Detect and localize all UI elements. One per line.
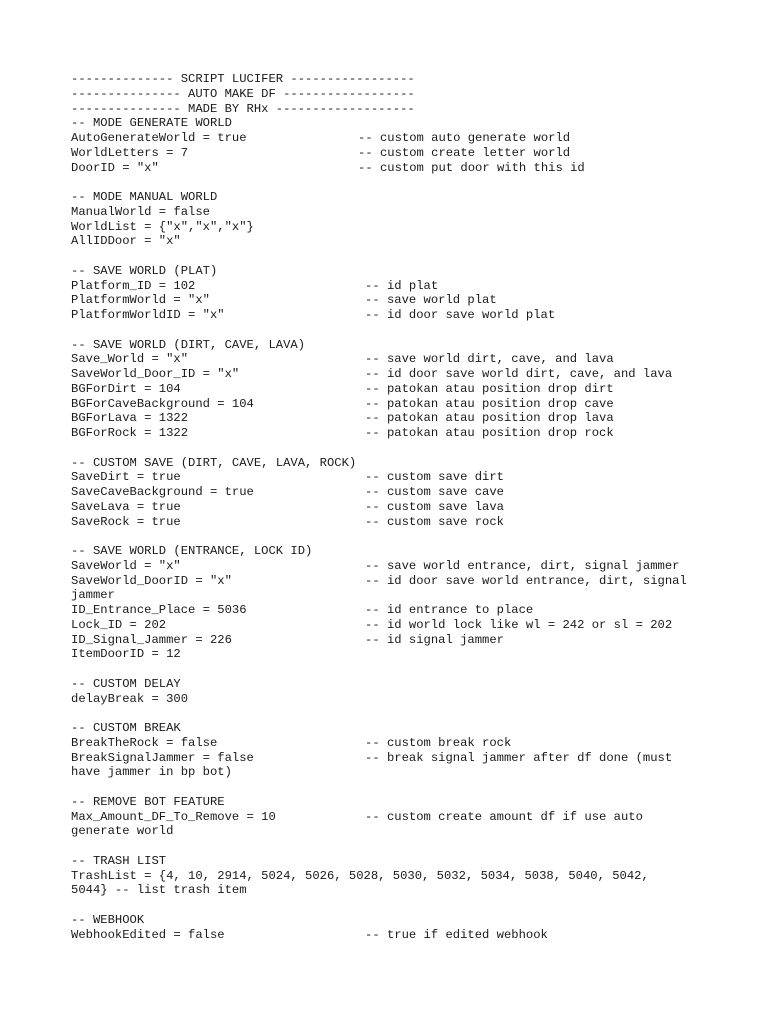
code-line — [71, 751, 731, 766]
code-line — [71, 736, 731, 751]
comment-text: -- id plat — [365, 278, 439, 293]
code-text: BreakSignalJammer = false — [71, 750, 254, 765]
code-line — [71, 795, 731, 810]
code-line — [71, 883, 731, 898]
comment-text: -- save world dirt, cave, and lava — [365, 352, 614, 367]
code-text: ItemDoorID = 12 — [71, 647, 181, 662]
comment-text: -- id entrance to place — [365, 603, 534, 617]
code-text: -- MODE MANUAL WORLD — [71, 190, 218, 204]
code-line — [71, 559, 731, 574]
code-text: ID_Entrance_Place = 5036 — [71, 603, 247, 617]
code-line — [71, 500, 731, 515]
comment-text: -- id door save world entrance, dirt, signal — [365, 573, 687, 588]
code-text: -- REMOVE BOT FEATURE — [71, 794, 225, 809]
code-text: delayBreak = 300 — [71, 691, 189, 706]
code-line — [71, 264, 731, 279]
code-line — [71, 928, 731, 943]
code-line — [71, 293, 731, 308]
code-text: -- CUSTOM DELAY — [71, 676, 181, 691]
code-line — [71, 647, 731, 662]
code-text: SaveLava = true — [71, 499, 181, 514]
code-line — [71, 588, 731, 603]
code-line — [71, 677, 731, 692]
code-text: BGForLava = 1322 — [71, 411, 189, 426]
code-text: PlatformWorldID = "x" — [71, 308, 225, 322]
code-text: Max_Amount_DF_To_Remove = 10 — [71, 809, 276, 824]
code-text: -- TRASH LIST — [71, 853, 167, 868]
code-line — [71, 603, 731, 618]
comment-text: -- true if edited webhook — [365, 927, 548, 942]
code-line — [71, 102, 731, 117]
code-text: WorldList = {"x","x","x"} — [71, 219, 254, 234]
code-text: WebhookEdited = false — [71, 927, 225, 942]
code-line — [71, 633, 731, 648]
code-line — [71, 765, 731, 780]
code-line — [71, 854, 731, 869]
code-text: --------------- MADE BY RHx ------------------- — [71, 101, 415, 116]
code-line — [71, 146, 731, 161]
code-line — [71, 618, 731, 633]
code-line — [71, 338, 731, 353]
code-line — [71, 131, 731, 146]
comment-text: -- id door save world dirt, cave, and lava — [365, 367, 673, 381]
code-text: --------------- AUTO MAKE DF ------------------ — [71, 86, 415, 101]
code-line — [71, 692, 731, 707]
blank-line — [71, 529, 731, 544]
code-line — [71, 116, 731, 131]
code-text: WorldLetters = 7 — [71, 145, 189, 160]
code-text: SaveWorld_Door_ID = "x" — [71, 367, 240, 381]
code-text: PlatformWorld = "x" — [71, 293, 210, 308]
code-text: SaveRock = true — [71, 514, 181, 529]
code-text: SaveWorld = "x" — [71, 558, 181, 573]
code-text: -- MODE GENERATE WORLD — [71, 116, 232, 131]
comment-text: -- custom create amount df if use auto — [365, 809, 643, 824]
code-line — [71, 544, 731, 559]
code-line — [71, 869, 731, 884]
code-text: -- CUSTOM SAVE (DIRT, CAVE, LAVA, ROCK) — [71, 455, 357, 470]
comment-text: -- custom save rock — [365, 514, 504, 529]
blank-line — [71, 780, 731, 795]
blank-line — [71, 662, 731, 677]
code-text: SaveWorld_DoorID = "x" — [71, 573, 232, 588]
code-line — [71, 367, 731, 382]
code-line — [71, 574, 731, 589]
blank-line — [71, 175, 731, 190]
code-line — [71, 220, 731, 235]
code-line — [71, 721, 731, 736]
comment-text: -- custom save cave — [365, 485, 504, 499]
script-document — [71, 72, 731, 942]
comment-text: -- save world plat — [365, 293, 497, 308]
comment-text: -- custom auto generate world — [358, 131, 571, 145]
code-line — [71, 382, 731, 397]
comment-text: -- custom put door with this id — [358, 160, 585, 175]
code-text: generate world — [71, 824, 174, 839]
blank-line — [71, 441, 731, 456]
code-line — [71, 824, 731, 839]
blank-line — [71, 323, 731, 338]
comment-text: -- save world entrance, dirt, signal jammer — [365, 558, 680, 573]
comment-text: -- patokan atau position drop dirt — [365, 381, 614, 396]
code-line — [71, 308, 731, 323]
code-line — [71, 279, 731, 294]
comment-text: -- id world lock like wl = 242 or sl = 202 — [365, 617, 673, 632]
code-text: -- SAVE WORLD (ENTRANCE, LOCK ID) — [71, 544, 313, 558]
comment-text: -- custom create letter world — [358, 145, 571, 160]
code-text: -- CUSTOM BREAK — [71, 721, 181, 735]
code-line — [71, 913, 731, 928]
code-text: AutoGenerateWorld = true — [71, 131, 247, 145]
comment-text: -- custom save dirt — [365, 470, 504, 485]
code-line — [71, 161, 731, 176]
code-text: -- SAVE WORLD (DIRT, CAVE, LAVA) — [71, 337, 306, 352]
code-line — [71, 72, 731, 87]
code-line — [71, 456, 731, 471]
blank-line — [71, 898, 731, 913]
code-text: SaveCaveBackground = true — [71, 485, 254, 499]
comment-text: -- patokan atau position drop lava — [365, 411, 614, 426]
code-line — [71, 411, 731, 426]
code-text: SaveDirt = true — [71, 470, 181, 485]
code-text: BreakTheRock = false — [71, 735, 218, 750]
code-text: -- SAVE WORLD (PLAT) — [71, 263, 218, 278]
blank-line — [71, 249, 731, 264]
comment-text: -- id signal jammer — [365, 632, 504, 647]
code-text: BGForCaveBackground = 104 — [71, 396, 254, 411]
code-line — [71, 426, 731, 441]
code-text: -------------- SCRIPT LUCIFER ----------------- — [71, 72, 415, 86]
comment-text: -- custom break rock — [365, 735, 512, 750]
code-text: BGForRock = 1322 — [71, 426, 189, 440]
blank-line — [71, 706, 731, 721]
code-text: TrashList = {4, 10, 2914, 5024, 5026, 5028, 5030, 5032, 5034, 5038, 5040, 5042, — [71, 868, 649, 883]
code-text: ID_Signal_Jammer = 226 — [71, 632, 232, 647]
code-line — [71, 397, 731, 412]
comment-text: -- id door save world plat — [365, 308, 556, 322]
blank-line — [71, 839, 731, 854]
comment-text: -- break signal jammer after df done (must — [365, 750, 673, 765]
code-text: ManualWorld = false — [71, 204, 210, 219]
code-line — [71, 485, 731, 500]
comment-text: -- custom save lava — [365, 499, 504, 514]
code-text: 5044} -- list trash item — [71, 883, 247, 898]
code-line — [71, 470, 731, 485]
code-text: Lock_ID = 202 — [71, 617, 167, 632]
code-text: -- WEBHOOK — [71, 912, 145, 927]
code-text: have jammer in bp bot) — [71, 765, 232, 780]
code-text: jammer — [71, 588, 115, 603]
code-line — [71, 205, 731, 220]
code-line — [71, 810, 731, 825]
code-text: Platform_ID = 102 — [71, 278, 196, 293]
code-text: Save_World = "x" — [71, 352, 189, 367]
code-line — [71, 87, 731, 102]
code-line — [71, 515, 731, 530]
code-text: BGForDirt = 104 — [71, 381, 181, 396]
code-line — [71, 352, 731, 367]
comment-text: -- patokan atau position drop rock — [365, 426, 614, 440]
code-line — [71, 190, 731, 205]
comment-text: -- patokan atau position drop cave — [365, 396, 614, 411]
code-line — [71, 234, 731, 249]
code-text: AllIDDoor = "x" — [71, 234, 181, 249]
code-text: DoorID = "x" — [71, 160, 159, 175]
